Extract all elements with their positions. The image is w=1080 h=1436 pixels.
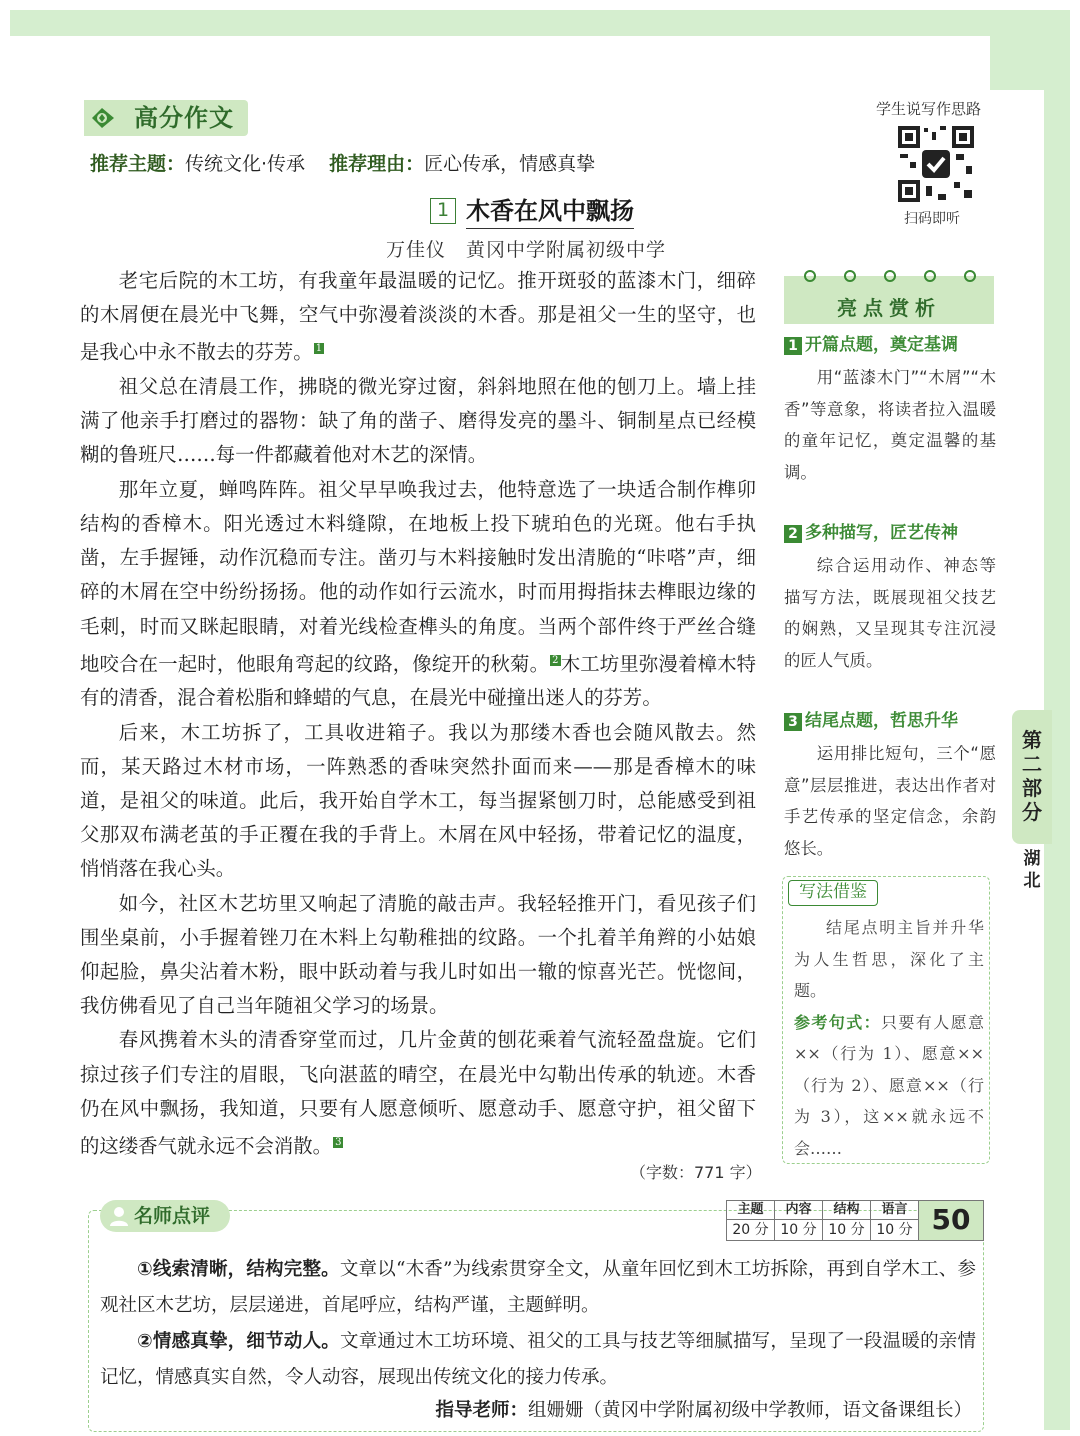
guide-teacher xyxy=(300,1394,972,1428)
essay-text: 春风携着木头的清香穿堂而过，几片金黄的刨花乘着气流轻盈盘旋。它们掠过孩子们专注的眉眼，飞向湛蓝的晴空，在晨光中勾勒出传承的轨迹。木香仍在风中飘扬，我知道，只要有人愿意倾听、愿意动手、愿意守护，祖父留下的这缕香气就永远不会消散。 xyxy=(80,1028,756,1158)
section-title: 高分作文 xyxy=(134,104,234,132)
word-count: （字数：771 字） xyxy=(630,1163,762,1182)
score-label: 内容 xyxy=(775,1201,822,1220)
sidebar-header: 亮点赏析 xyxy=(837,296,941,320)
guide-label: 指导老师： xyxy=(435,1400,528,1421)
recommend-row xyxy=(90,150,595,178)
qr-caption-top: 学生说写作思路 xyxy=(876,100,982,118)
essay-body xyxy=(80,264,756,1164)
score-value: 10 分 xyxy=(876,1222,913,1238)
comment-point: ②情感真挚，细节动人。 xyxy=(137,1331,340,1352)
highlight-marker: 1 xyxy=(315,343,323,355)
essay-title: 木香在风中飘扬 xyxy=(466,194,634,229)
essay-text: 木工坊里弥漫着樟木特有的清香，混合着松脂和蜂蜡的气息，在晨光中碰撞出迷人的芬芳。 xyxy=(80,652,757,710)
highlight-title: 多种描写，匠艺传神 xyxy=(805,523,958,543)
score-value: 10 分 xyxy=(828,1222,865,1238)
author-name: 万佳仪 xyxy=(386,239,447,261)
spiral-binding-icon xyxy=(790,268,990,284)
qr-caption-bottom: 扫码即听 xyxy=(904,211,960,227)
pattern-label: 参考句式： xyxy=(794,1012,881,1032)
comment-tag-label: 名师点评 xyxy=(134,1205,211,1227)
comment-body xyxy=(100,1252,976,1396)
essay-number: 1 xyxy=(430,198,456,224)
pattern-text: 只要有人愿意××（行为 1）、愿意××（行为 2）、愿意××（行为 3），这××就永远不会…… xyxy=(794,1012,984,1158)
writing-tip-text: 结尾点明主旨并升华为人生哲思，深化了主题。 xyxy=(794,918,984,1000)
highlight-number: 3 xyxy=(784,713,802,731)
topic-value: 传统文化·传承 xyxy=(185,153,306,175)
highlight-1 xyxy=(784,332,996,488)
score-cell xyxy=(727,1201,775,1240)
essay-paragraph xyxy=(80,1023,756,1163)
score-value: 10 分 xyxy=(780,1222,817,1238)
essay-paragraph xyxy=(80,264,756,370)
writing-tip-body xyxy=(794,912,984,1164)
essay-byline xyxy=(386,236,666,264)
score-label: 主题 xyxy=(727,1201,774,1220)
comment-text: 文章以“木香”为线索贯穿全文，从童年回忆到木工坊拆除，再到自学木工、参观社区木艺坊，层层递进，首尾呼应，结构严谨，主题鲜明。 xyxy=(100,1259,976,1316)
writing-tip-tag: 写法借鉴 xyxy=(788,880,878,906)
essay-text: 那年立夏，蝉鸣阵阵。祖父早早唤我过去，他特意选了一块适合制作榫卯结构的香樟木。阳光透过木料缝隙，在地板上投下琥珀色的光斑。他右手执凿，左手握锤，动作沉稳而专注。凿刃与木料接触时发出清脆的“咔嗒”声，细碎的木屑在空中纷纷扬扬。他的动作如行云流水，时而用拇指抹去榫眼边缘的毛刺，时而又眯起眼睛，对着光线检查榫头的角度。当两个部件终于严丝合缝地咬合在一起时，他眼角弯起的纹路，像绽开的秋菊。 xyxy=(80,477,756,676)
score-label: 语言 xyxy=(871,1201,918,1220)
highlight-marker: 3 xyxy=(335,1137,342,1149)
highlight-title: 开篇点题，奠定基调 xyxy=(805,335,958,355)
essay-paragraph: 后来，木工坊拆了，工具收进箱子。我以为那缕木香也会随风散去。然而，某天路过木材市场，一阵熟悉的香味突然扑面而来——那是香樟木的味道，是祖父的味道。此后，我开始自学木工，每当握紧刨刀时，总能感受到祖父那双布满老茧的手正覆在我的手背上。木屑在风中轻扬，带着记忆的温度，悄悄落在我心头。 xyxy=(80,720,756,881)
qr-code-icon[interactable] xyxy=(896,124,976,204)
highlight-marker: 2 xyxy=(552,654,559,666)
essay-paragraph: 如今，社区木艺坊里又响起了清脆的敲击声。我轻轻推开门，看见孩子们围坐桌前，小手握着锉刀在木料上勾勒稚拙的纹路。一个扎着羊角辫的小姑娘仰起脸，鼻尖沾着木粉，眼中跃动着与我儿时如出一辙的惊喜光芒。恍惚间，我仿佛看见了自己当年随祖父学习的场景。 xyxy=(80,891,756,1018)
comment-text: 文章通过木工坊环境、祖父的工具与技艺等细腻描写，呈现了一段温暖的亲情记忆，情感真实自然，令人动容，展现出传统文化的接力传承。 xyxy=(100,1331,976,1388)
highlight-2 xyxy=(784,520,996,676)
essay-text: 老宅后院的木工坊，有我童年最温暖的记忆。推开斑驳的蓝漆木门，细碎的木屑便在晨光中飞舞，空气中弥漫着淡淡的木香。那是祖父一生的坚守，也是我心中永不散去的芬芳。 xyxy=(80,269,756,364)
highlight-number: 1 xyxy=(784,337,802,355)
score-value: 20 分 xyxy=(732,1222,769,1238)
highlight-3 xyxy=(784,708,996,864)
reason-label: 推荐理由： xyxy=(329,153,425,175)
score-cell xyxy=(775,1201,823,1240)
comment-point: ①线索清晰，结构完整。 xyxy=(137,1259,340,1280)
pen-icon xyxy=(88,104,118,132)
author-school: 黄冈中学附属初级中学 xyxy=(466,239,667,261)
score-total: 50 xyxy=(919,1201,983,1240)
page-frame-top xyxy=(10,10,1070,36)
score-table xyxy=(726,1200,984,1241)
guide-text: 组姗姗（黄冈中学附属初级中学教师，语文备课组长） xyxy=(527,1400,972,1421)
highlight-title: 结尾点题，哲思升华 xyxy=(805,711,958,731)
reason-value: 匠心传承，情感真挚 xyxy=(424,153,596,175)
comment-paragraph xyxy=(100,1324,976,1396)
score-label: 结构 xyxy=(823,1201,870,1220)
highlight-number: 2 xyxy=(784,525,802,543)
teacher-icon xyxy=(108,1205,130,1227)
part-tab-label: 第二部分 xyxy=(1022,728,1042,824)
topic-label: 推荐主题： xyxy=(90,153,186,175)
highlight-body: 用“蓝漆木门”“木屑”“木香”等意象，将读者拉入温暖的童年记忆，奠定温馨的基调。 xyxy=(784,368,996,482)
essay-paragraph: 祖父总在清晨工作，拂晓的微光穿过窗，斜斜地照在他的刨刀上。墙上挂满了他亲手打磨过的器物：缺了角的凿子、磨得发亮的墨斗、铜制星点已经模糊的鲁班尺……每一件都藏着他对木艺的深情。 xyxy=(80,375,756,467)
comment-paragraph xyxy=(100,1252,976,1324)
writing-tip-pattern xyxy=(794,1007,984,1165)
score-cell xyxy=(823,1201,871,1240)
region-label: 湖北 xyxy=(1023,849,1041,891)
essay-paragraph xyxy=(80,473,756,716)
score-cell xyxy=(871,1201,919,1240)
highlight-body: 综合运用动作、神态等描写方法，既展现祖父技艺的娴熟，又呈现其专注沉浸的匠人气质。 xyxy=(784,556,996,670)
highlight-body: 运用排比短句，三个“愿意”层层推进，表达出作者对手艺传承的坚定信念，余韵悠长。 xyxy=(784,744,996,858)
